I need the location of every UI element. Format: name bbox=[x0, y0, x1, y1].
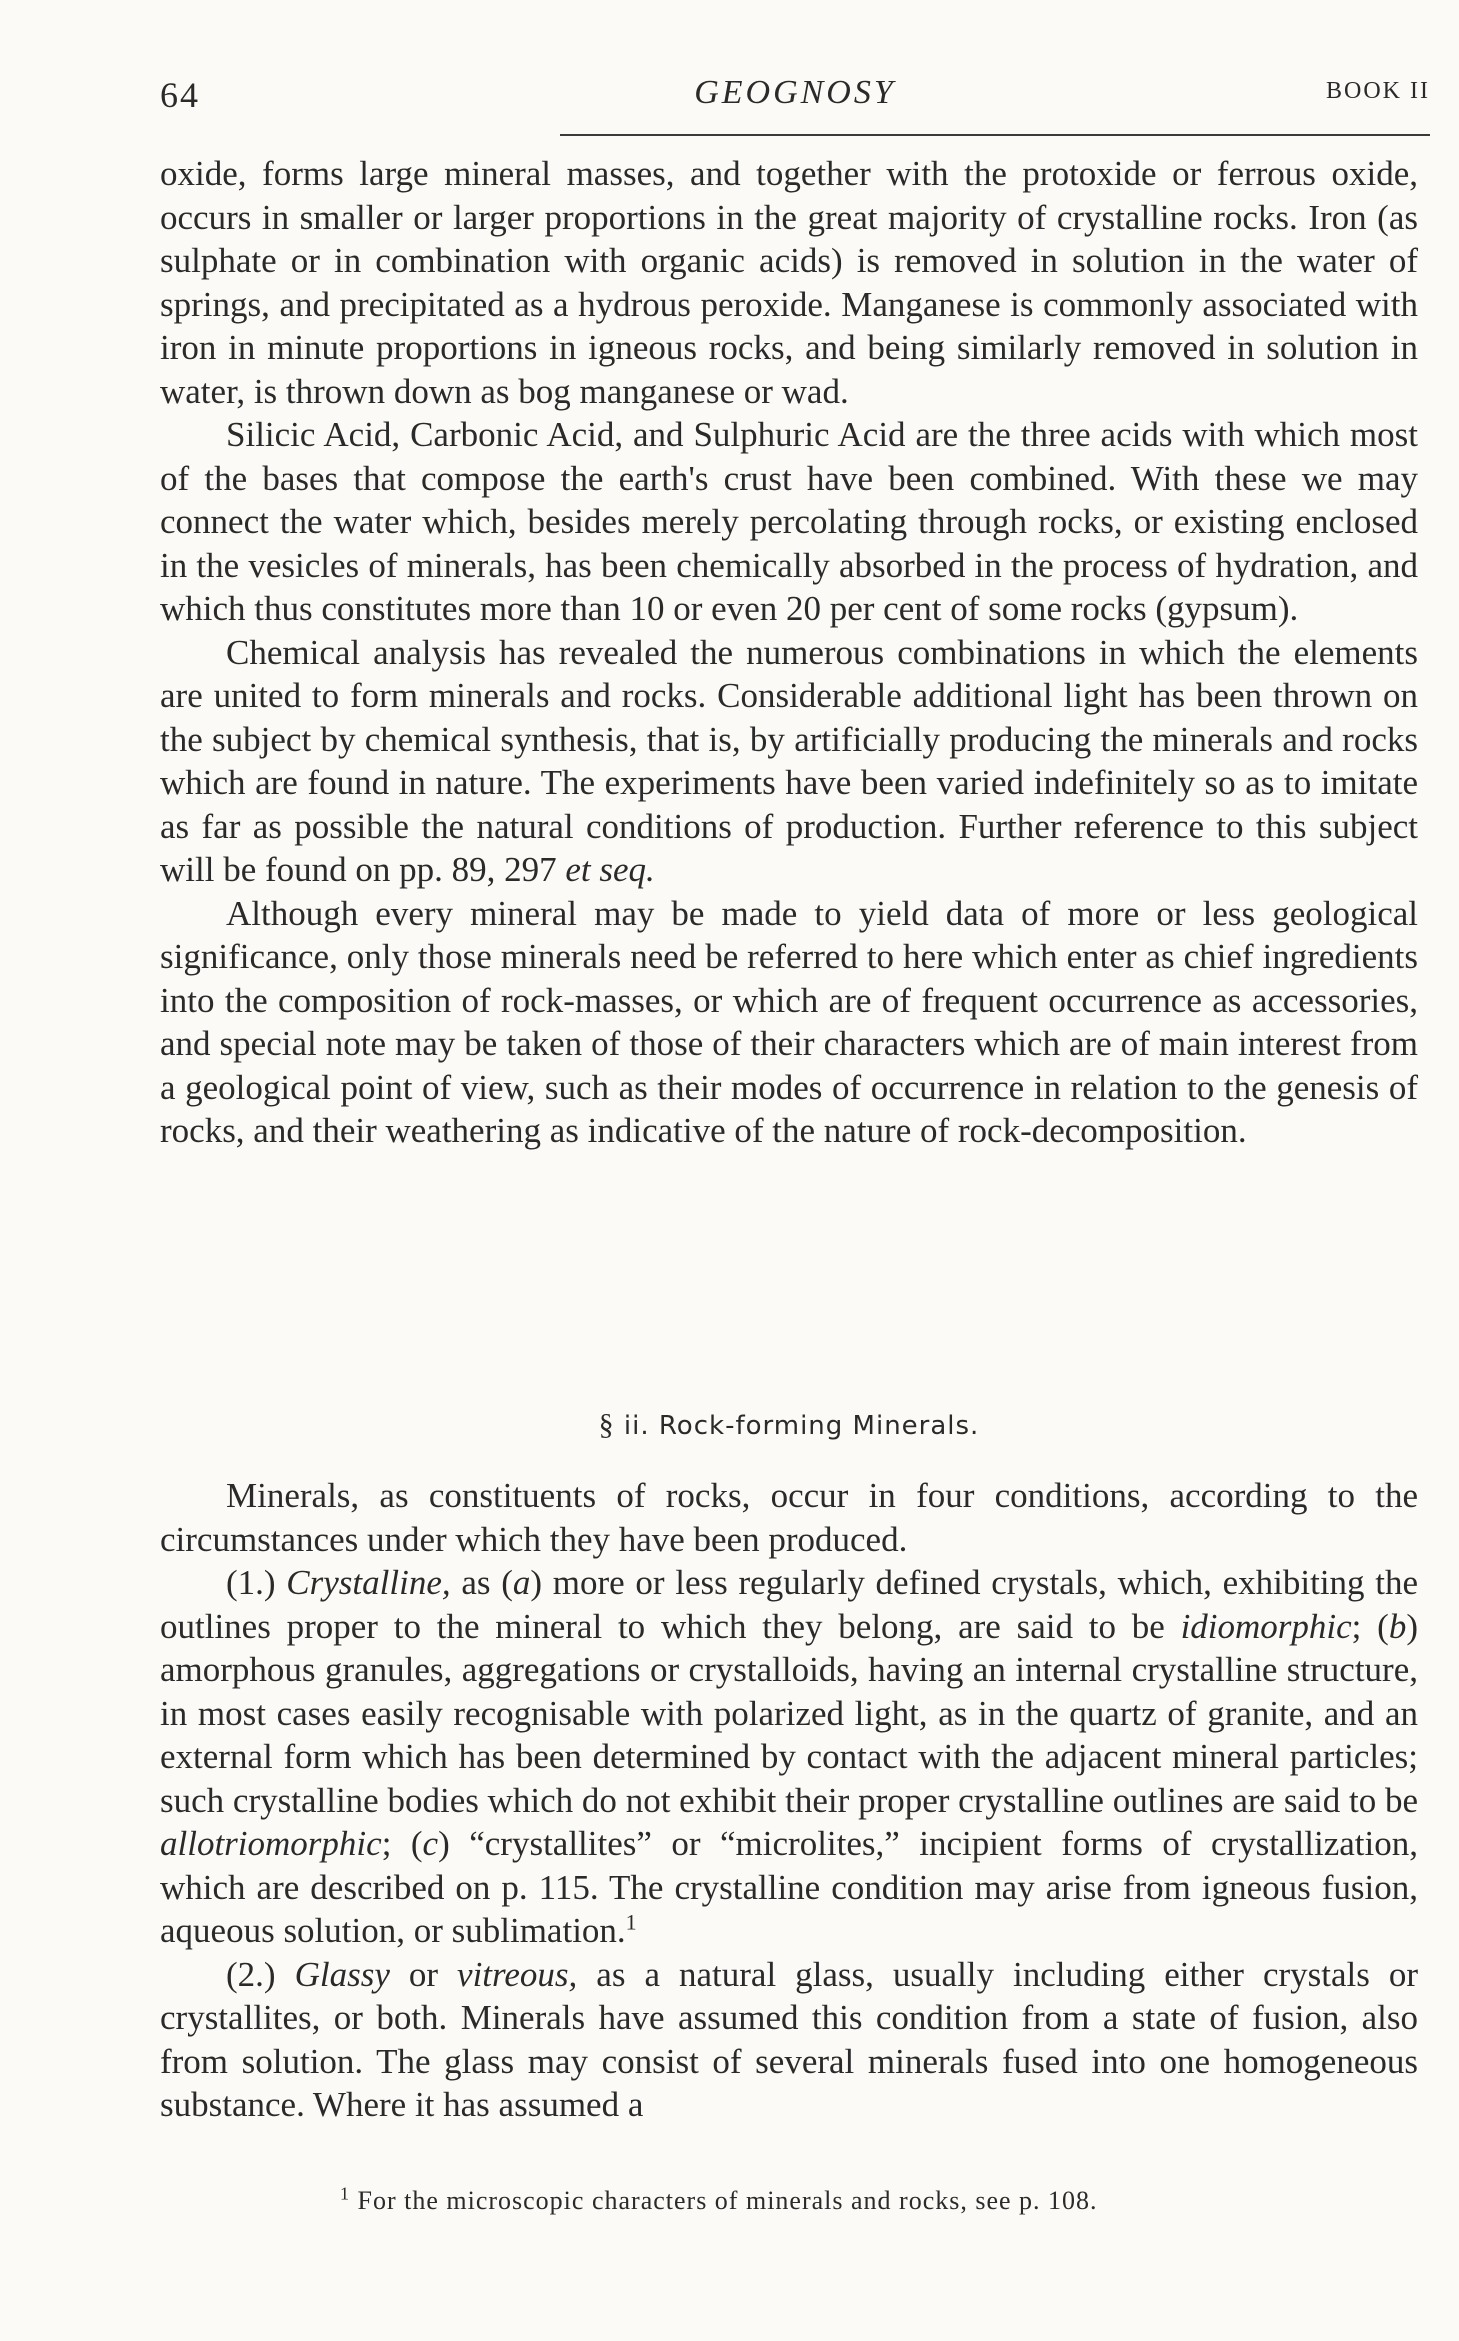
header-rule bbox=[560, 134, 1430, 136]
section-heading bbox=[160, 1408, 1418, 1442]
term-vitreous: vitreous, bbox=[457, 1954, 578, 1994]
page-header bbox=[160, 68, 1430, 118]
section-paragraph-1: Minerals, as constituents of rocks, occur in four conditions, according to the circumstances under which they have been produced. bbox=[160, 1476, 1418, 1559]
term-glassy: Glassy bbox=[294, 1954, 390, 1994]
text-fragment: ) amorphous granules, aggregations or crystalloids, having an internal crystalline structure, in most cases easily recognisable with polarized light, as in the quartz of granite, and an external form which has been determined by contact with the adjacent mineral particles; such crystalline bodies which do not exhibit their proper crystalline outlines are said to be bbox=[160, 1606, 1418, 1820]
text-fragment: as a natural glass, usually including either crystals or crystallites, or both. Minerals have assumed this condition from a state of fusion, also from solution. The glass may consist of several minerals fused into one homogeneous substance. Where it has assumed a bbox=[160, 1954, 1419, 2124]
text-fragment: ) more or less regularly defined crystals, which, exhibiting the outlines proper to the mineral to which they belong, are said to be bbox=[160, 1563, 1419, 1646]
section-title: Rock-forming Minerals. bbox=[658, 1411, 980, 1441]
item-b: b bbox=[1388, 1606, 1407, 1646]
footnote-reference: 1 bbox=[625, 1909, 637, 1935]
condition-2-lead: (2.) bbox=[226, 1954, 276, 1994]
condition-1-lead: (1.) bbox=[226, 1563, 276, 1602]
paragraph-3 bbox=[160, 631, 1418, 892]
book-label: BOOK II bbox=[1326, 78, 1430, 104]
section-number: ii. bbox=[623, 1411, 650, 1441]
footnote bbox=[340, 2183, 1340, 2216]
text-fragment: or bbox=[408, 1954, 439, 1994]
paragraph-3-text: Chemical analysis has revealed the numerous combinations in which the elements are united to form minerals and rocks. Considerable additional light has been thrown on the subject by chemical synthesis, that is, by artificially producing the minerals and rocks which are found in nature. The experiments have been varied indefinitely so as to imitate as far as possible the natural conditions of production. Further reference to this subject will be found on pp. 89, 297 bbox=[160, 632, 1418, 889]
body-text bbox=[160, 152, 1418, 1153]
section-sign: § bbox=[598, 1408, 615, 1441]
paragraph-3-italic: et seq. bbox=[565, 850, 655, 889]
section-body-text bbox=[160, 1474, 1418, 2127]
text-fragment: ; ( bbox=[381, 1824, 423, 1863]
section-paragraph-2 bbox=[160, 1561, 1418, 1953]
text-fragment: as ( bbox=[461, 1563, 513, 1602]
footnote-text: For the microscopic characters of minerals and rocks, see p. 108. bbox=[357, 2186, 1098, 2215]
item-a: a bbox=[512, 1563, 531, 1602]
paragraph-2: Silicic Acid, Carbonic Acid, and Sulphuric Acid are the three acids with which most of the bases that compose the earth's crust have been combined. With these we may connect the water which, besides merely percolating through rocks, or existing enclosed in the vesicles of minerals, has been chemically absorbed in the process of hydration, and which thus constitutes more than 10 or even 20 per cent of some rocks (gypsum). bbox=[160, 415, 1418, 628]
text-fragment: ; ( bbox=[1351, 1606, 1389, 1646]
section-paragraph-3 bbox=[160, 1953, 1418, 2127]
text-fragment: ) “crystallites” or “microlites,” incipient forms of crystallization, which are described on p. 115. The crystalline condition may arise from igneous fusion, aqueous solution, or sublimation. bbox=[160, 1824, 1418, 1950]
term-idiomorphic: idiomorphic bbox=[1180, 1606, 1352, 1646]
footnote-marker: 1 bbox=[340, 2183, 350, 2204]
paragraph-1: oxide, forms large mineral masses, and together with the protoxide or ferrous oxide, occurs in smaller or larger proportions in the great majority of crystalline rocks. Iron (as sulphate or in combination with organic acids) is removed in solution in the water of springs, and precipitated as a hydrous peroxide. Manganese is commonly associated with iron in minute proportions in igneous rocks, and being similarly removed in solution in water, is thrown down as bog manganese or wad. bbox=[160, 154, 1418, 411]
term-allotriomorphic: allotriomorphic bbox=[160, 1824, 382, 1863]
page-number: 64 bbox=[160, 75, 200, 115]
term-crystalline: Crystalline, bbox=[286, 1563, 451, 1602]
paragraph-4: Although every mineral may be made to yield data of more or less geological significance, only those minerals need be referred to here which enter as chief ingredients into the composition of rock-masses, or which are of frequent occurrence as accessories, and special note may be taken of those of their characters which are of main interest from a geological point of view, such as their modes of occurrence in relation to the genesis of rocks, and their weathering as indicative of the nature of rock-decomposition. bbox=[160, 893, 1418, 1150]
item-c: c bbox=[422, 1824, 439, 1863]
running-title: GEOGNOSY bbox=[694, 74, 896, 111]
